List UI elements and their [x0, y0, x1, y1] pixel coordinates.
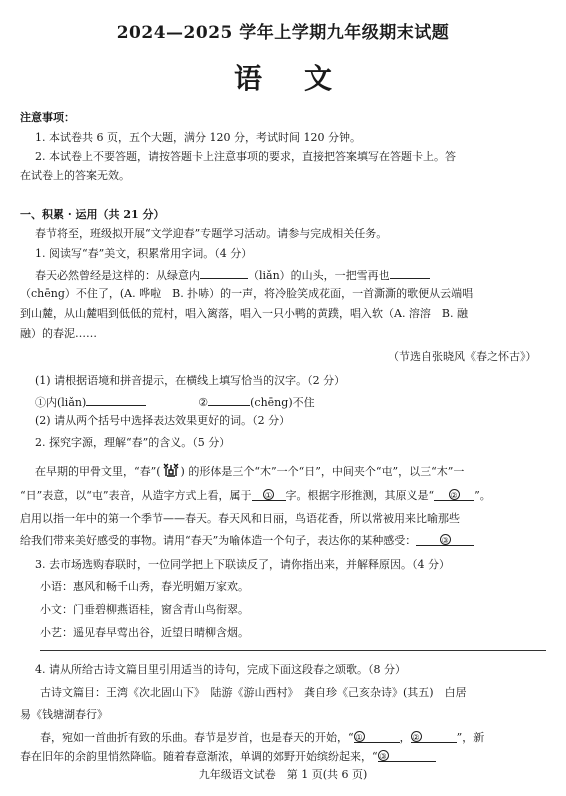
q2-text: ) 的形体是三个“木”一个“日”，中间夹个“屯”，以三“木”一 [180, 465, 465, 478]
q4-text: ， [399, 731, 411, 744]
notice-item-2a: 2. 本试卷上不要答题，请按答题卡上注意事项的要求，直接把答案填写在答题卡上。答 [35, 150, 456, 163]
q4-poem-list-b: 易《钱塘湖春行》 [20, 708, 108, 721]
blank-number-2: ② [450, 491, 458, 500]
q2-blank-3 [416, 534, 474, 546]
q4-blank-3 [378, 750, 436, 762]
q1-sub1-b-suffix: (chēng)不住 [250, 396, 315, 409]
q2-text: “日”表意，以“屯”表音，从造字方式上看，属于 [20, 489, 252, 502]
q3-title: 3. 去市场选购春联时，一位同学把上下联读反了，请你指出来，并解释原因。（4 分） [35, 558, 450, 571]
section1-heading: 一、积累 · 运用（共 21 分） [20, 208, 165, 221]
page-footer: 九年级语文试卷 第 1 页(共 6 页) [198, 768, 368, 781]
q4-poem-list-a: 古诗文篇目：王湾《次北固山下》 陆游《游山西村》 龚自珍《己亥杂诗》(其五) 白居 [40, 686, 467, 699]
blank-number-3: ③ [379, 752, 387, 761]
q1-passage-text: 春天必然曾经是这样的：从绿意内 [35, 269, 200, 282]
notice-item-1: 1. 本试卷共 6 页，五个大题，满分 120 分，考试时间 120 分钟。 [35, 131, 361, 144]
q3-couplet-1: 小语：惠风和畅千山秀，春光明媚万家欢。 [40, 580, 249, 593]
q1-blank-chēng [390, 267, 430, 279]
q4-title: 4. 请从所给古诗文篇目里引用适当的诗句，完成下面这段春之颂歌。（8 分） [35, 663, 406, 676]
notice-heading: 注意事项： [20, 111, 75, 124]
exam-title: 2024—2025 学年上学期九年级期末试题 [116, 23, 450, 43]
q4-text: ”，新 [456, 731, 485, 744]
q2-line-3: 启用以指一年中的第一个季节——春天。春天风和日丽，鸟语花香，所以常被用来比喻那些 [20, 512, 460, 525]
q1-sub1: (1) 请根据语境和拼音提示，在横线上填写恰当的汉字。（2 分） [35, 374, 346, 387]
q1-sub1-a-label: ①内(liǎn) [35, 396, 87, 409]
section1-intro: 春节将至，班级拟开展“文学迎春”专题学习活动。请参与完成相关任务。 [35, 227, 388, 240]
q4-text: 春，宛如一首曲折有致的乐曲。春节是岁首，也是春天的开始，“ [40, 731, 354, 744]
q2-title: 2. 探究字源，理解“春”的含义。（5 分） [35, 436, 231, 449]
q2-line-2 [20, 489, 491, 503]
blank-number-1: ① [264, 491, 273, 500]
q4-paragraph-line-1 [40, 731, 484, 745]
q2-text: ”。 [474, 489, 491, 502]
q2-blank-1 [252, 489, 286, 501]
q1-passage-line-3: 到山麓，从山麓唱到低低的荒村，唱入篱落，唱入一只小鸭的黄蹼，唱入软（A. 溶溶 B. 融 [20, 307, 469, 320]
q1-blank-liǎn [200, 267, 248, 279]
q1-source: （节选自张晓风《春之怀古》） [388, 350, 537, 363]
q1-title: 1. 阅读写“春”美文，积累常用字词。（4 分） [35, 247, 253, 260]
q2-text: 给我们带来美好感受的事物。请用“春天”为喻体造一个句子，表达你的某种感受： [20, 534, 417, 547]
q2-text: 字。根据字形推测，其原义是“ [285, 489, 435, 502]
q4-blank-1 [354, 731, 400, 743]
q1-passage-text: （liǎn）的山头，一把雪再也 [248, 269, 390, 282]
blank-number-3: ③ [441, 536, 449, 545]
oracle-bone-chun-glyph [161, 462, 181, 478]
q3-couplet-2: 小文：门垂碧柳燕语桂，窗含青山鸟衔翠。 [40, 603, 249, 616]
q1-sub1-b-label: ② [198, 396, 209, 409]
q4-paragraph-line-2 [20, 750, 436, 764]
q2-line-1 [35, 462, 464, 479]
blank-number-2: ② [412, 733, 420, 742]
q4-blank-2 [411, 731, 457, 743]
blank-number-1: ① [355, 733, 363, 742]
q1-sub1-b-blank [208, 394, 250, 406]
q2-text: 在早期的甲骨文里，“春”( [35, 465, 161, 478]
q1-sub1-a-blank [86, 394, 146, 406]
notice-item-2b: 在试卷上的答案无效。 [20, 169, 130, 182]
subject-title: 语文 [233, 62, 374, 95]
q1-passage-line-2: （chēng）不住了，(A. 哗啦 B. 扑哧）的一声，将冷脸笑成花面，一首澌澌的歌便从云端唱 [20, 287, 474, 300]
q3-answer-line [40, 650, 546, 651]
q1-sub1-answers [35, 394, 315, 410]
q4-text: 春在旧年的余韵里悄然降临。随着春意渐浓，单调的郊野开始缤纷起来，“ [20, 750, 378, 763]
q3-couplet-3: 小艺：遥见春早莺出谷，近望日晴柳含烟。 [40, 626, 249, 639]
q1-passage-line-4: 融）的春泥…… [20, 327, 97, 340]
q1-sub2: (2) 请从两个括号中选择表达效果更好的词。（2 分） [35, 414, 291, 427]
q1-passage-line-1 [35, 267, 430, 283]
q2-line-4 [20, 534, 474, 548]
q2-blank-2 [434, 489, 474, 501]
